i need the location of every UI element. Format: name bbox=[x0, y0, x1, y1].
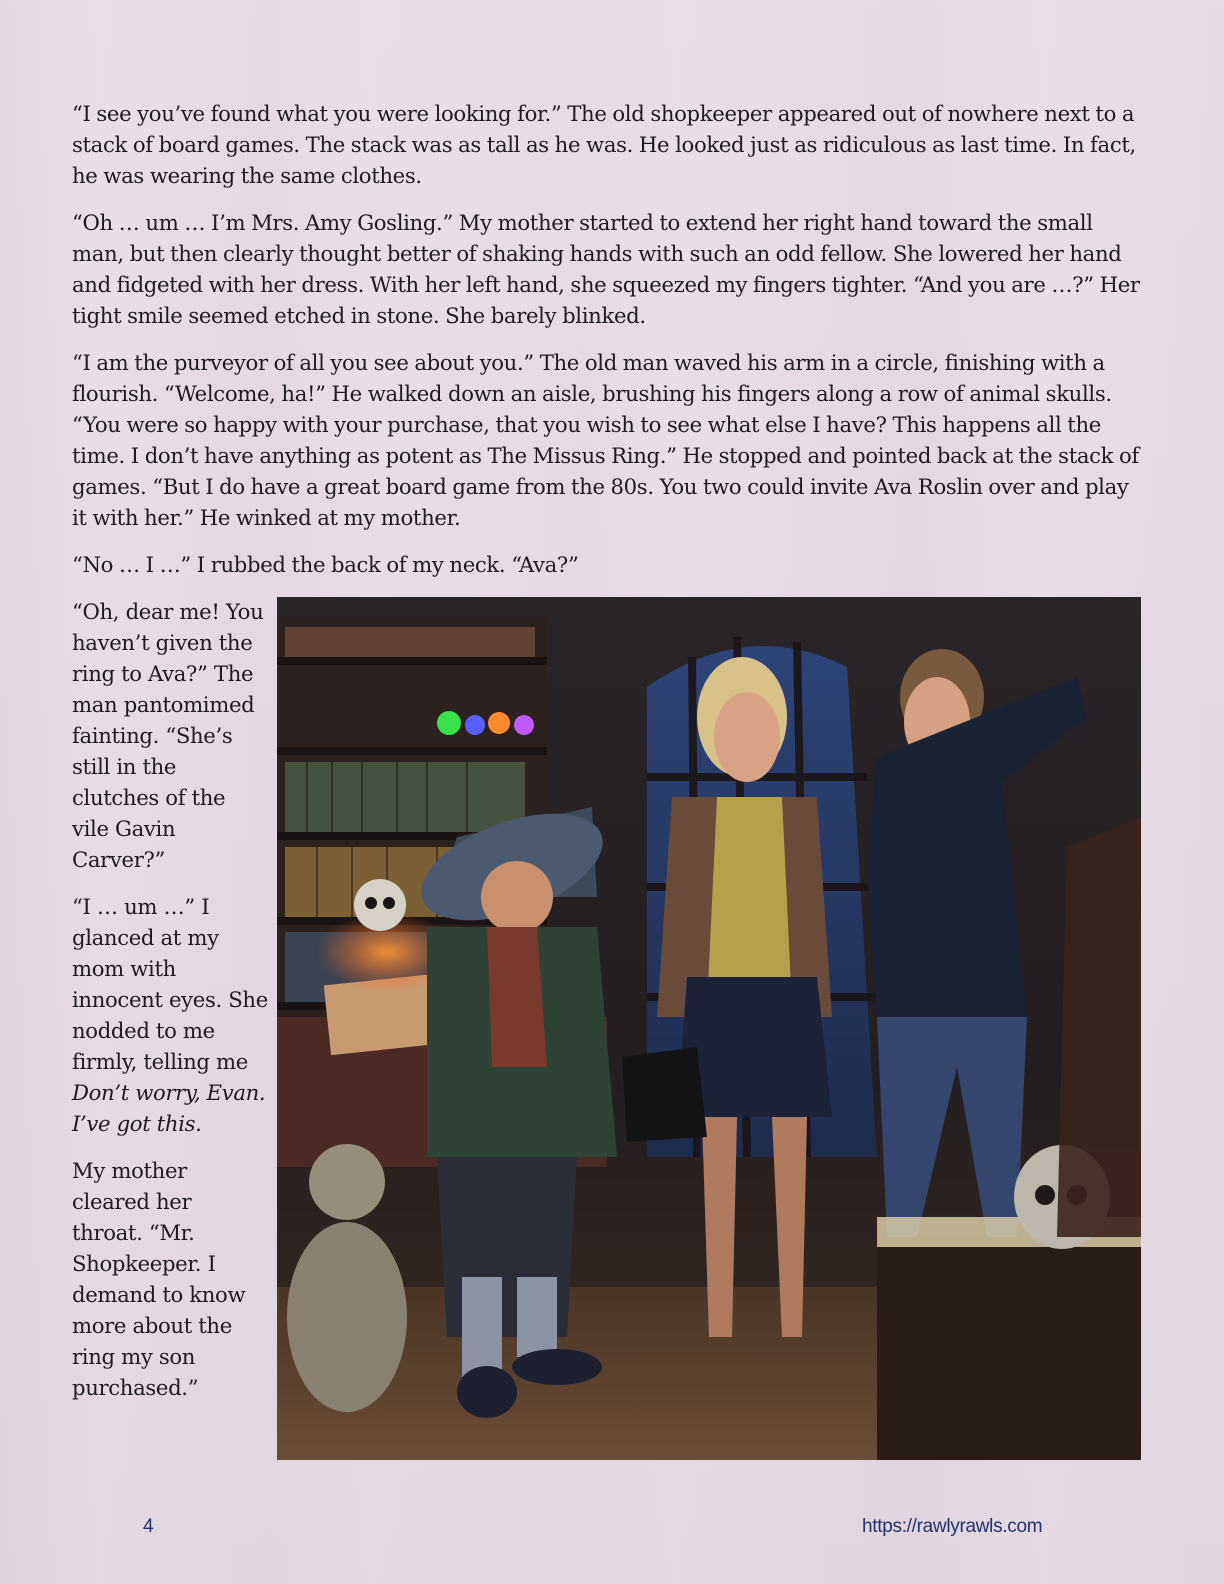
paragraph-ava-question: “No … I …” I rubbed the back of my neck. “Ava?” bbox=[72, 552, 579, 577]
side-column-text bbox=[72, 596, 268, 1419]
paragraph-purveyor: “I am the purveyor of all you see about you.” The old man waved his arm in a circle, finishing with a flourish. “Welcome, ha!” He walked down an aisle, brushing his fingers along a row of animal skulls. “You were so happy with your purchase, that you wish to see what else I have? This happens all the time. I don’t have anything as potent as The Missus Ring.” He stopped and pointed back at the stack of games. “But I do have a great board game from the 80s. You two could invite Ava Roslin over and play it with her.” He winked at my mother. bbox=[72, 350, 1139, 530]
glance-text: “I … um …” I glanced at my mom with innocent eyes. She nodded to me firmly, telling me bbox=[72, 894, 268, 1074]
story-illustration bbox=[277, 597, 1141, 1460]
page-number: 4 bbox=[143, 1516, 154, 1537]
story-text bbox=[72, 98, 1147, 596]
inner-thought-italic: Don’t worry, Evan. I’ve got this. bbox=[72, 1080, 266, 1136]
paragraph-shopkeeper-appears: “I see you’ve found what you were looking for.” The old shopkeeper appeared out of nowhere next to a stack of board games. The stack was as tall as he was. He looked just as ridiculous as last time. In fact, he was wearing the same clothes. bbox=[72, 101, 1136, 188]
paragraph-mother-demands: My mother cleared her throat. “Mr. Shopkeeper. I demand to know more about the ring my son purchased.” bbox=[72, 1158, 246, 1400]
paragraph-dear-me: “Oh, dear me! You haven’t given the ring to Ava?” The man pantomimed fainting. “She’s still in the clutches of the vile Gavin Carver?” bbox=[72, 599, 264, 872]
paragraph-glanced-at-mom bbox=[72, 891, 268, 1139]
paragraph-mother-introduction: “Oh … um … I’m Mrs. Amy Gosling.” My mother started to extend her right hand toward the small man, but then clearly thought better of shaking hands with such an odd fellow. She lowered her hand and fidgeted with her dress. With her left hand, she squeezed my fingers tighter. “And you are …?” Her tight smile seemed etched in stone. She barely blinked. bbox=[72, 210, 1140, 328]
magic-shop-scene-image bbox=[277, 597, 1141, 1460]
website-link[interactable]: https://rawlyrawls.com bbox=[862, 1516, 1043, 1537]
